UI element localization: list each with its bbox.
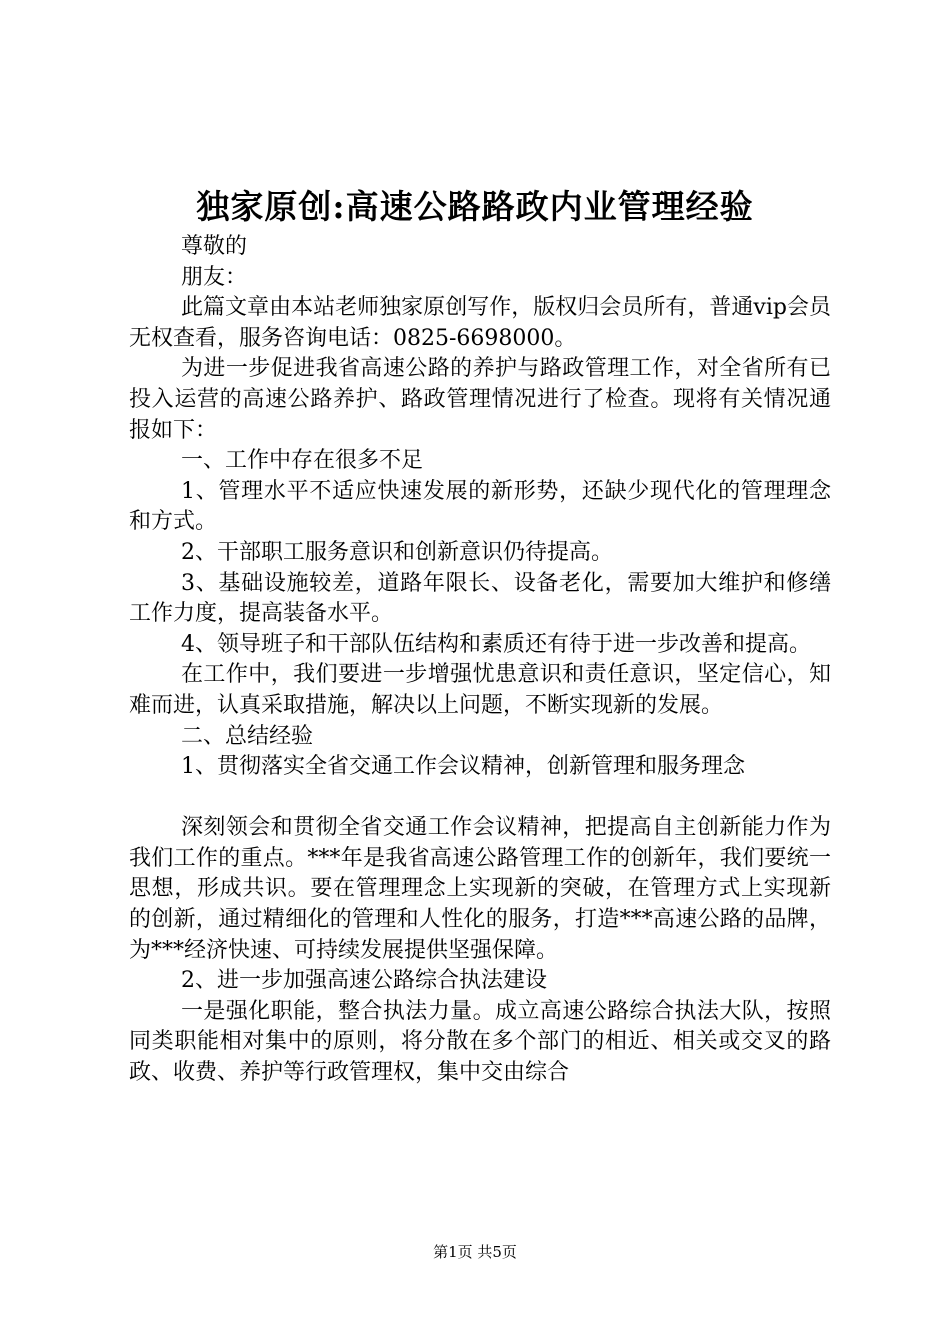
salutation-line: 朋友： [181,264,248,290]
list-item: 2、干部职工服务意识和创新意识仍待提高。 [181,539,613,565]
paragraph: 深刻领会和贯彻全省交通工作会议精神，把提高自主创新能力作为我们工作的重点。***年是我省高速公路管理工作的创新年，我们要统一思想，形成共识。要在管理理念上实现新的突破，在管理方式上实现新的创新，通过精细化的管理和人性化的服务，打造***高速公路的品牌，为***经济快速、可持续发展提供坚强保障。 [129,815,831,963]
subsection-heading: 1、贯彻落实全省交通工作会议精神，创新管理和服务理念 [181,754,745,780]
paragraph: 为进一步促进我省高速公路的养护与路政管理工作，对全省所有已投入运营的高速公路养护、路政管理情况进行了检查。现将有关情况通报如下： [129,356,831,443]
list-item: 1、管理水平不适应快速发展的新形势，还缺少现代化的管理理念和方式。 [129,478,831,535]
salutation-line: 尊敬的 [181,234,248,259]
paragraph: 一是强化职能，整合执法力量。成立高速公路综合执法大队，按照同类职能相对集中的原则，将分散在多个部门的相近、相关或交叉的路政、收费、养护等行政管理权，集中交由综合 [129,998,831,1086]
paragraph: 在工作中，我们要进一步增强忧患意识和责任意识，坚定信心，知难而进，认真采取措施，解决以上问题，不断实现新的发展。 [129,662,831,718]
document-title: 独家原创:高速公路路政内业管理经验 [196,187,754,226]
section-heading: 一、工作中存在很多不足 [181,448,424,474]
list-item: 4、领导班子和干部队伍结构和素质还有待于进一步改善和提高。 [181,631,811,657]
section-heading: 二、总结经验 [181,723,314,749]
subsection-heading: 2、进一步加强高速公路综合执法建设 [181,968,547,994]
blank-line [129,783,831,814]
paragraph: 此篇文章由本站老师独家原创写作，版权归会员所有，普通vip会员无权查看，服务咨询电话：0825-6698000。 [129,295,831,351]
document-body [129,232,831,1089]
page-footer: 第1页 共5页 [433,1243,517,1261]
list-item: 3、基础设施较差，道路年限长、设备老化，需要加大维护和修缮工作力度，提高装备水平。 [129,570,831,627]
